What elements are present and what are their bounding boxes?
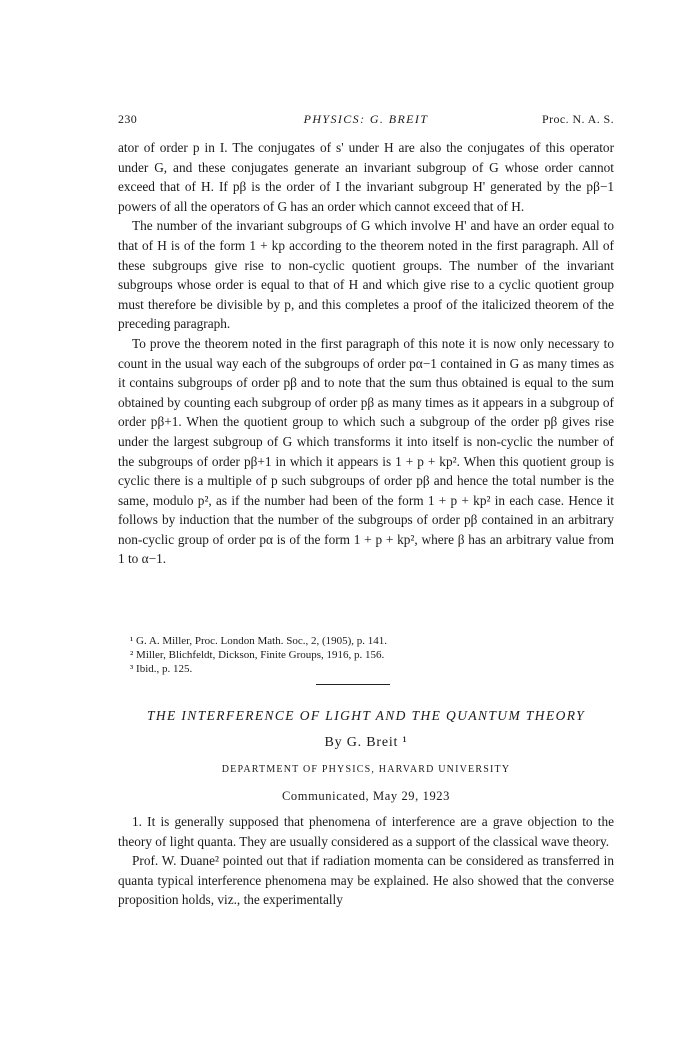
article-affiliation: DEPARTMENT OF PHYSICS, HARVARD UNIVERSITY [221, 764, 511, 775]
running-title: PHYSICS: G. BREIT [303, 112, 429, 126]
communicated-date: Communicated, May 29, 1923 [281, 789, 450, 803]
section-divider [316, 684, 390, 685]
paragraph-3: To prove the theorem noted in the first paragraph of this note it is now only necessary to count in the usual way each of the subgroups of order pα−1 contained in G as many times as it contains subgroups of order pβ and to note that the sum thus obtained is equal to the sum obtained by counting each subgroup of order pβ as many times as it appears in a subgroup of order pβ+1. When the quotient group to which such a subgroup of the order pβ gives rise under the largest subgroup of G which transforms it into itself is non-cyclic the number of the subgroups of order pβ+1 in which it appears is 1 + p + kp². When this quotient group is cyclic there is a multiple of p such subgroups of order pβ and hence the total number is the same, modulo p², as if the number had been of the form 1 + p + kp² in each case. Hence it follows by induction that the number of the subgroups of order pβ contained in an arbitrary non-cyclic group of order pα is of the form 1 + p + kp², where β has an arbitrary value from 1 to α−1. [118, 335, 614, 567]
page-number: 230 [118, 112, 138, 126]
article-title: THE INTERFERENCE OF LIGHT AND THE QUANTUM THEORY [146, 708, 586, 723]
footnote-3: ³ Ibid., p. 125. [130, 663, 193, 675]
footnote-1: ¹ G. A. Miller, Proc. London Math. Soc., 2, (1905), p. 141. [130, 635, 388, 647]
footnotes [130, 634, 610, 676]
paragraph-1: ator of order p in I. The conjugates of s' under H are also the conjugates of this operator under G, and these conjugates generate an invariant subgroup of G whose order cannot exceed that of H. If pβ is the order of I the invariant subgroup H' generated by the pβ−1 powers of all the operators of G has an order which cannot exceed that of H. [118, 140, 614, 214]
article-text [118, 812, 614, 910]
preceding-article-text [118, 138, 614, 569]
article-author: By G. Breit ¹ [324, 735, 408, 750]
footnote-2: ² Miller, Blichfeldt, Dickson, Finite Groups, 1916, p. 156. [130, 649, 385, 661]
article-paragraph-1: 1. It is generally supposed that phenomena of interference are a grave objection to the theory of light quanta. They are usually considered as a support of the classical wave theory. [118, 814, 614, 849]
paragraph-2: The number of the invariant subgroups of G which involve H' and have an order equal to that of H is of the form 1 + kp according to the theorem noted in the first paragraph. All of these subgroups give rise to non-cyclic quotient groups. The number of the invariant subgroups whose order is equal to that of H and which give rise to a cyclic quotient group must therefore be divisible by p, and this completes a proof of the italicized theorem of the preceding paragraph. [118, 218, 614, 332]
article-paragraph-2: Prof. W. Duane² pointed out that if radiation momenta can be considered as transferred in quanta typical interference phenomena may be explained. He also showed that the converse proposition holds, viz., the experimentally [118, 853, 614, 908]
journal-name: Proc. N. A. S. [542, 112, 614, 126]
